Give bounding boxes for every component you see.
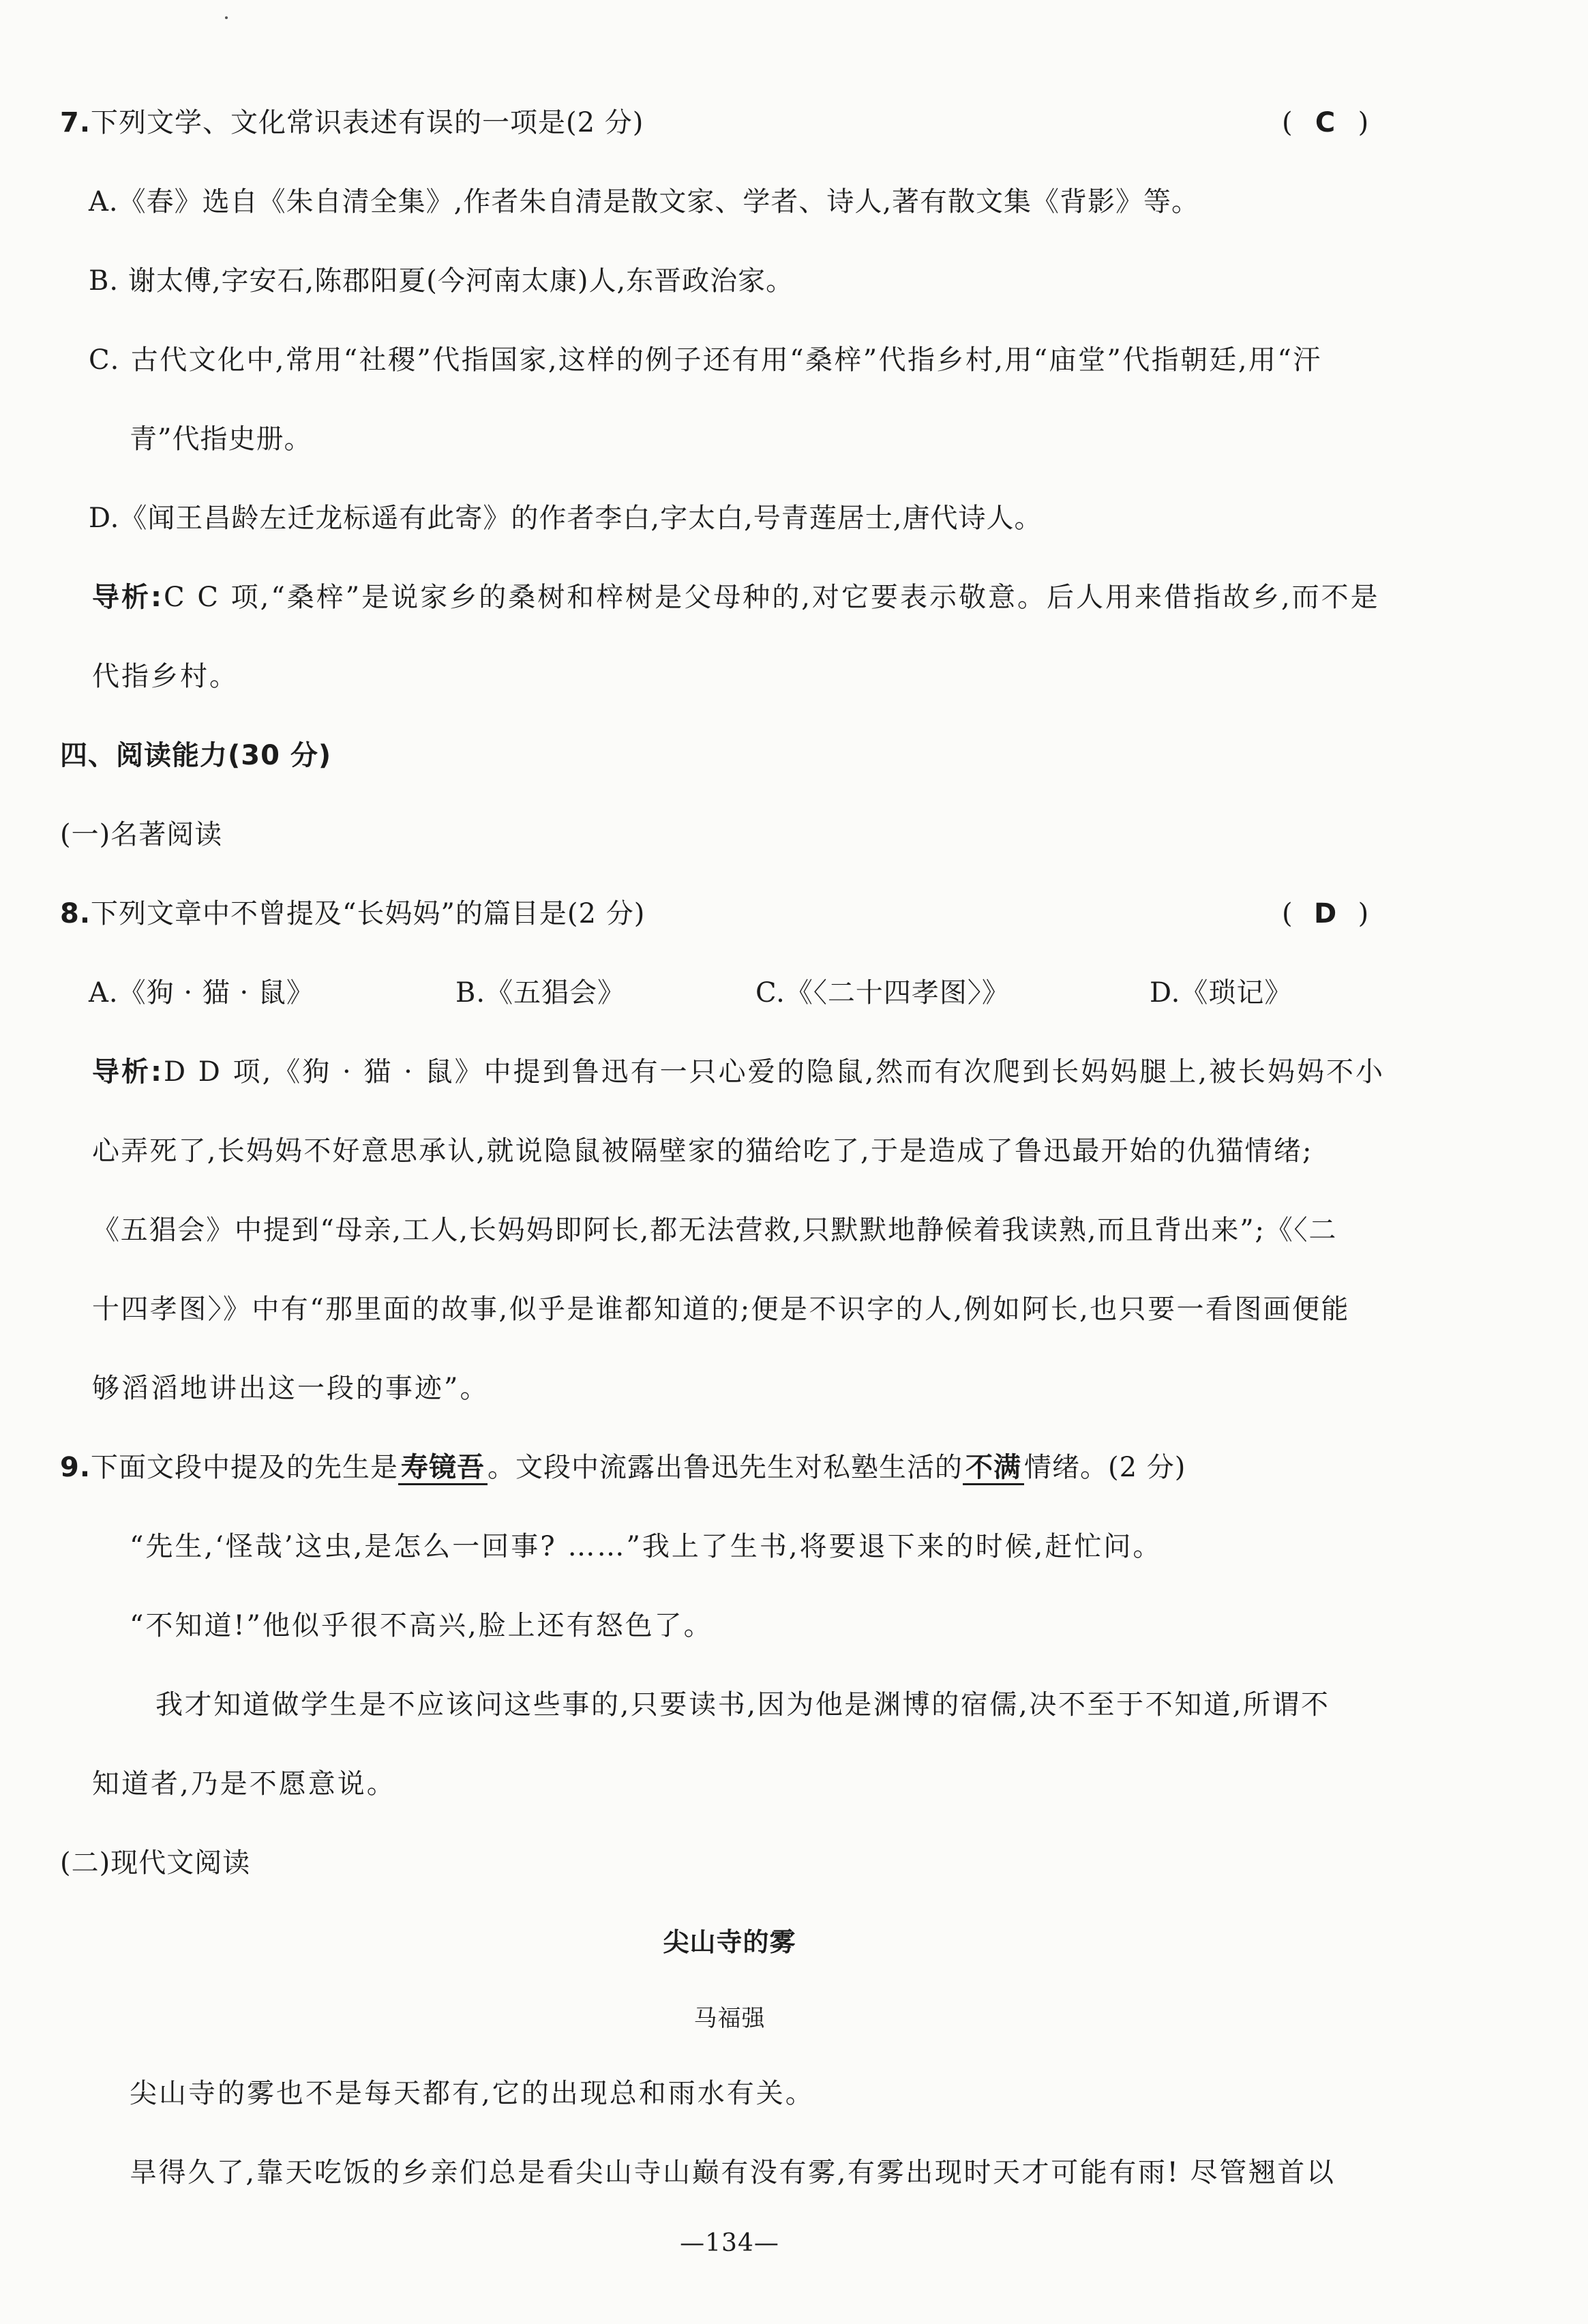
q9-stem-line (60, 1447, 1186, 1488)
q8-paren-open: ( (1282, 898, 1293, 929)
q7-guide-line1 (92, 577, 1380, 618)
q8-guide-line5: 够滔滔地讲出这一段的事迹”。 (92, 1373, 490, 1404)
page-number: —134— (680, 2229, 779, 2257)
q7-option-d: D.《闻王昌龄左迁龙标遥有此寄》的作者李白,字太白,号青莲居士,唐代诗人。 (89, 503, 1043, 534)
q7-answer-bracket (1282, 102, 1368, 143)
q7-option-a: A.《春》选自《朱自清全集》,作者朱自清是散文家、学者、诗人,著有散文集《背影》等。 (89, 186, 1200, 218)
q7-guide-label: 导析: (92, 582, 164, 613)
q8-guide-line2: 心弄死了,长妈妈不好意思承认,就说隐鼠被隔壁家的猫给吃了,于是造成了鲁迅最开始的仇猫情绪; (92, 1135, 1313, 1167)
q7-guide-line2: 代指乡村。 (92, 661, 239, 692)
q9-stem-part3: 情绪。(2 分) (1024, 1452, 1186, 1483)
q9-passage-p2: “不知道!”他似乎很不高兴,脸上还有怒色了。 (130, 1610, 713, 1641)
q8-answer-bracket (1282, 893, 1368, 934)
q7-number: 7. (60, 107, 91, 138)
q8-guide-text1: D D 项,《狗 · 猫 · 鼠》中提到鲁迅有一只心爱的隐鼠,然而有次爬到长妈妈腿上,被长妈妈不小 (164, 1056, 1385, 1088)
q7-guide-text1: C C 项,“桑梓”是说家乡的桑树和梓树是父母种的,对它要表示敬意。后人用来借指故乡,而不是 (164, 582, 1380, 613)
q9-stem-part1: 下面文段中提及的先生是 (91, 1452, 399, 1483)
q8-guide-label: 导析: (92, 1056, 164, 1088)
q7-option-b: B. 谢太傅,字安石,陈郡阳夏(今河南太康)人,东晋政治家。 (89, 265, 794, 297)
q7-stem: 下列文学、文化常识表述有误的一项是(2 分) (91, 107, 644, 138)
article-author: 马福强 (693, 2005, 766, 2032)
q9-passage-p3-line1: 我才知道做学生是不应该问这些事的,只要读书,因为他是渊博的宿儒,决不至于不知道,所谓不 (155, 1689, 1330, 1720)
q7-answer: C (1315, 107, 1336, 138)
section4-subheading-classics: (一)名著阅读 (60, 819, 223, 850)
q9-answer-emotion: 不满 (963, 1452, 1024, 1485)
q7-option-c-line1: C. 古代文化中,常用“社稷”代指国家,这样的例子还有用“桑梓”代指乡村,用“庙堂”代指朝廷,用“汗 (89, 344, 1322, 376)
q8-number: 8. (60, 898, 91, 929)
q8-paren-close: ) (1358, 898, 1369, 929)
article-paragraph1: 尖山寺的雾也不是每天都有,它的出现总和雨水有关。 (130, 2078, 815, 2109)
q8-guide-line1 (92, 1052, 1385, 1092)
q7-option-c-line2: 青”代指史册。 (130, 423, 312, 455)
q8-option-c: C.《〈二十四孝图〉》 (755, 977, 1010, 1009)
q8-guide-line3: 《五猖会》中提到“母亲,工人,长妈妈即阿长,都无法营救,只默默地静候着我读熟,而且背出来”;《〈二 (92, 1215, 1338, 1246)
q9-passage-p1: “先生,‘怪哉’这虫,是怎么一回事? ……”我上了生书,将要退下来的时候,赶忙问。 (130, 1531, 1163, 1562)
article-paragraph2-line1: 旱得久了,靠天吃饭的乡亲们总是看尖山寺山巅有没有雾,有雾出现时天才可能有雨! 尽管翘首以 (130, 2157, 1336, 2188)
q9-answer-teacher: 寿镜吾 (398, 1452, 488, 1485)
q8-option-b: B.《五猖会》 (455, 977, 626, 1009)
q8-option-d: D.《琐记》 (1150, 977, 1293, 1009)
q8-stem-line (60, 893, 645, 934)
q9-stem-part2: 。文段中流露出鲁迅先生对私塾生活的 (488, 1452, 963, 1483)
q8-guide-line4: 十四孝图〉》中有“那里面的故事,似乎是谁都知道的;便是不识字的人,例如阿长,也只要一看图画便能 (92, 1294, 1350, 1325)
scan-speck (225, 16, 228, 19)
q9-number: 9. (60, 1452, 91, 1483)
q8-stem: 下列文章中不曾提及“长妈妈”的篇目是(2 分) (91, 898, 646, 929)
section4-heading: 四、阅读能力(30 分) (60, 740, 332, 771)
q9-passage-p3-line2: 知道者,乃是不愿意说。 (92, 1768, 396, 1800)
q8-answer: D (1314, 898, 1337, 929)
section4-subheading-modern: (二)现代文阅读 (60, 1847, 251, 1879)
article-title: 尖山寺的雾 (663, 1927, 796, 1957)
q8-option-a: A.《狗 · 猫 · 鼠》 (89, 977, 314, 1009)
q7-paren-open: ( (1282, 107, 1293, 138)
q7-paren-close: ) (1358, 107, 1369, 138)
q7-stem-line (60, 102, 644, 143)
